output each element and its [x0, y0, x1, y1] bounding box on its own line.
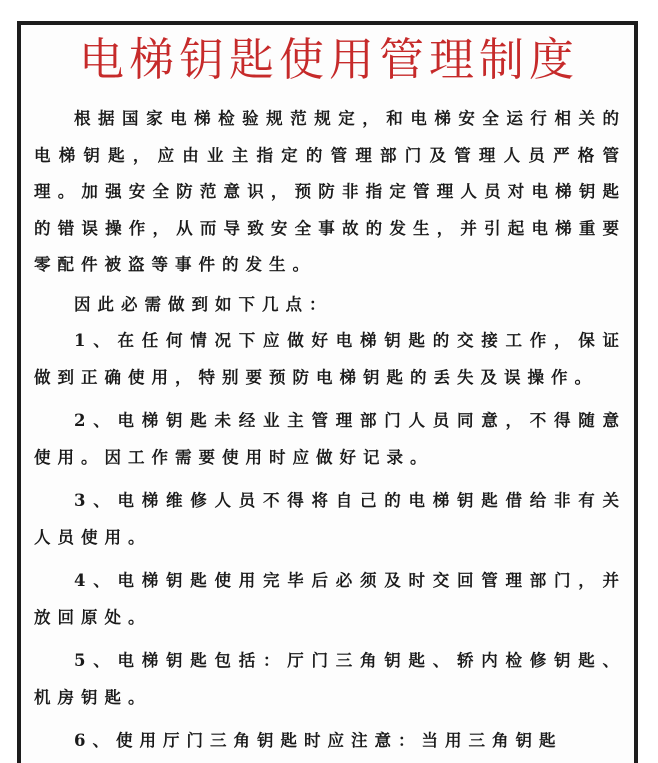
rule-item-4: 4、电梯钥匙使用完毕后必须及时交回管理部门，并放回原处。: [34, 571, 626, 627]
rule-item-2: 2、电梯钥匙未经业主管理部门人员同意，不得随意使用。因工作需要使用时应做好记录。: [34, 411, 626, 467]
rule-item-1: 1、在任何情况下应做好电梯钥匙的交接工作，保证做到正确使用，特别要预防电梯钥匙的丢失及误操作。: [34, 331, 626, 387]
rule-item-3: 3、电梯维修人员不得将自己的电梯钥匙借给非有关人员使用。: [34, 491, 626, 547]
notice-body: [34, 101, 626, 763]
rule-item-5: 5、电梯钥匙包括：厅门三角钥匙、轿内检修钥匙、机房钥匙。: [34, 651, 626, 707]
page-title: 电梯钥匙使用管理制度: [78, 33, 579, 86]
intro-paragraph: 根据国家电梯检验规范规定，和电梯安全运行相关的电梯钥匙，应由业主指定的管理部门及管理人员严格管理。加强安全防范意识，预防非指定管理人员对电梯钥匙的错误操作，从而导致安全事故的发生，并引起电梯重要零配件被盗等事件的发生。: [34, 109, 626, 274]
rule-item-6: 6、使用厅门三角钥匙时应注意：当用三角钥匙: [74, 731, 563, 750]
lead-paragraph: 因此必需做到如下几点：: [74, 294, 333, 314]
